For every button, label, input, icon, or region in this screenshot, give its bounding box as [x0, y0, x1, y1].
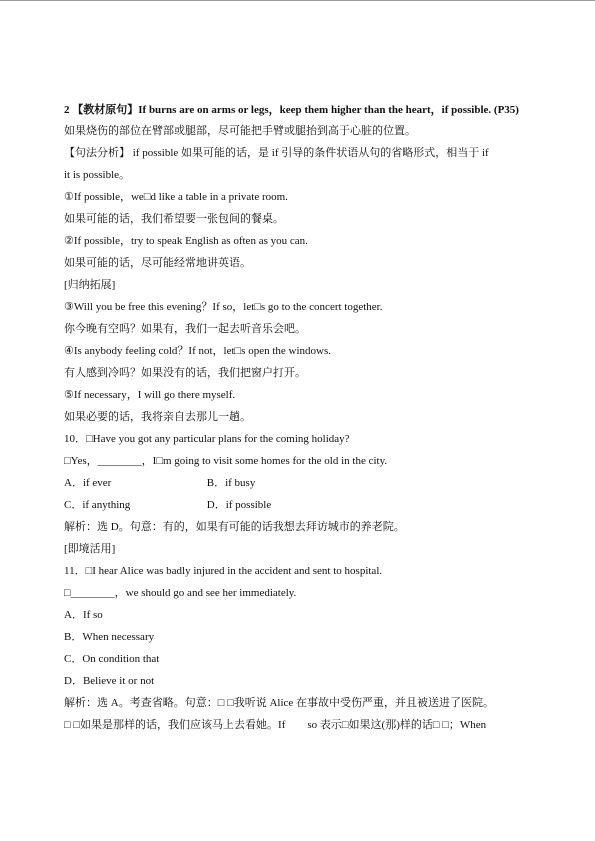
analysis-text: if possible 如果可能的话，是 if 引导的条件状语从句的省略形式，相当于 if — [132, 147, 489, 159]
summary-label: [归纳拓展] — [64, 279, 116, 291]
q10-options-row-2 — [64, 498, 544, 520]
header-rule — [0, 0, 595, 1]
extension-5-en: ⑤If necessary，I will go there myself. — [64, 389, 236, 401]
q10-option-d: D．if possible — [206, 499, 272, 511]
q11-answer-2: □ □如果是那样的话，我们应该马上去看她。If so 表示□如果这(那)样的话□ □；When — [64, 719, 487, 731]
q10-option-c: C．if anything — [64, 499, 131, 511]
example-2-zh: 如果可能的话，尽可能经常地讲英语。 — [64, 257, 251, 269]
practice-label: [即境活用] — [64, 543, 116, 555]
example-1-zh: 如果可能的话，我们希望要一张包间的餐桌。 — [64, 213, 284, 225]
q11-prompt: 11．□I hear Alice was badly injured in the accident and sent to hospital. — [64, 565, 383, 577]
q11-option-b: B．When necessary — [64, 631, 155, 643]
q11-blank: □________，we should go and see her immediately. — [64, 587, 297, 599]
main-translation: 如果烧伤的部位在臂部或腿部，尽可能把手臂或腿抬到高于心脏的位置。 — [64, 125, 416, 137]
section-heading — [64, 100, 544, 120]
analysis-line — [64, 146, 544, 168]
example-1-en: ①If possible，we□d like a table in a private room. — [64, 191, 288, 203]
extension-5-zh: 如果必要的话，我将亲自去那儿一趟。 — [64, 411, 251, 423]
q11-option-a: A．If so — [64, 609, 103, 621]
q10-option-b: B．if busy — [206, 477, 256, 489]
section-tag: 【教材原句】 — [72, 104, 139, 116]
example-2-en: ②If possible，try to speak English as often as you can. — [64, 235, 308, 247]
analysis-continuation: it is possible。 — [64, 169, 131, 181]
q10-prompt: 10．□Have you got any particular plans for the coming holiday? — [64, 433, 350, 445]
q10-answer: 解析：选 D。句意：有的，如果有可能的话我想去拜访城市的养老院。 — [64, 521, 405, 533]
section-sentence: If burns are on arms or legs，keep them higher than the heart，if possible. (P35) — [138, 104, 519, 116]
q11-option-d: D．Believe it or not — [64, 675, 155, 687]
extension-3-zh: 你今晚有空吗？如果有，我们一起去听音乐会吧。 — [64, 323, 306, 335]
document-body — [64, 100, 544, 740]
extension-4-zh: 有人感到冷吗？如果没有的话，我们把窗户打开。 — [64, 367, 306, 379]
extension-4-en: ④Is anybody feeling cold？If not，let□s open the windows. — [64, 345, 332, 357]
analysis-tag: 【句法分析】 — [64, 147, 130, 159]
section-number: 2 — [64, 104, 70, 116]
q10-option-a: A．if ever — [64, 477, 112, 489]
q11-option-c: C．On condition that — [64, 653, 160, 665]
q10-blank: □Yes，________，I□m going to visit some homes for the old in the city. — [64, 455, 388, 467]
q10-options-row-1 — [64, 476, 544, 498]
q11-answer-1: 解析：选 A。考查省略。句意：□ □我听说 Alice 在事故中受伤严重，并且被送进了医院。 — [64, 697, 495, 709]
extension-3-en: ③Will you be free this evening？If so，let□s go to the concert together. — [64, 301, 383, 313]
